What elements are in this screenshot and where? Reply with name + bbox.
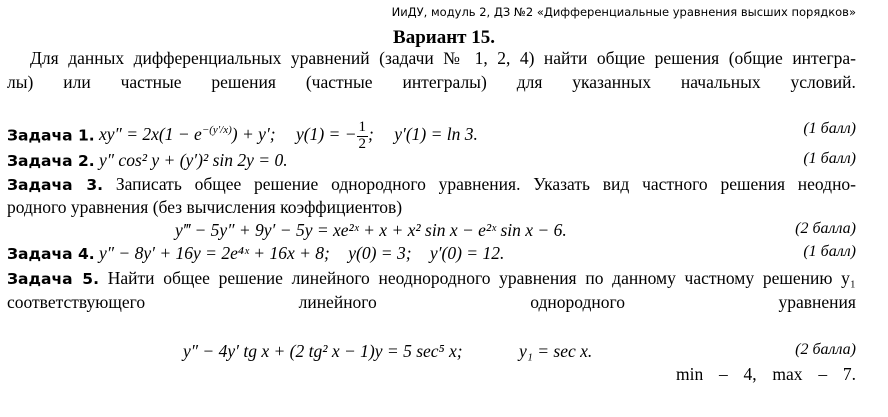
- task-3-points: (2 балла): [795, 220, 856, 237]
- document-header: ИиДУ, модуль 2, ДЗ №2 «Дифференциальные уравнения высших порядков»: [391, 5, 856, 19]
- task-2-points: (1 балл): [803, 150, 856, 167]
- task-4-condition-b: y′(0) = 12.: [429, 243, 505, 263]
- task-3-text-2: родного уравнения (без вычисления коэффициентов): [7, 197, 403, 217]
- task-1-equation: $xy'' = 2x(1 - e^{-(y'/x)}) + y'$;: [99, 124, 276, 145]
- task-1-condition-a: y(1) = − $\frac{1}{2}$ ;: [295, 119, 374, 152]
- task-5-equation: y″ − 4y′ tg x + (2 tg² x − 1)y = 5 sec⁵ x;: [183, 341, 463, 361]
- intro-line-2: лы) или частные решения (частные интегралы) для указанных начальных условий.: [7, 72, 856, 92]
- task-4: [7, 243, 856, 264]
- task-1-label: Задача 1.: [7, 126, 95, 145]
- task-3-equation: y‴ − 5y″ + 9y′ − 5y = xe²ˣ + x + x² sin x − e²ˣ sin x − 6.: [175, 220, 567, 240]
- task-1-points: (1 балл): [803, 120, 856, 137]
- score-range: min – 4, max – 7.: [676, 364, 856, 384]
- task-1-condition-b: y′(1) = ln 3.: [394, 124, 478, 145]
- task-2-label: Задача 2.: [7, 152, 95, 170]
- task-4-label: Задача 4.: [7, 245, 95, 263]
- task-2: [7, 150, 856, 171]
- task-4-condition-a: y(0) = 3;: [348, 243, 412, 263]
- task-5-line-1: [7, 268, 856, 289]
- task-2-equation: y″ cos² y + (y′)² sin 2y = 0.: [99, 150, 288, 170]
- task-5-particular: y₁ = sec x.: [519, 341, 593, 361]
- task-5-line-2: соответствующего линейного однородного уравнения: [7, 292, 856, 312]
- task-4-points: (1 балл): [803, 243, 856, 260]
- task-1: [7, 120, 856, 153]
- task-3-line-1: [7, 174, 856, 195]
- task-4-equation: y″ − 8y′ + 16y = 2e⁴ˣ + 16x + 8;: [99, 243, 330, 263]
- task-5-label: Задача 5.: [7, 270, 99, 288]
- variant-title: Вариант 15.: [393, 27, 495, 48]
- intro-line-1: Для данных дифференциальных уравнений (задачи № 1, 2, 4) найти общие решения (общие интегра-: [30, 48, 856, 68]
- task-3-label: Задача 3.: [7, 176, 104, 194]
- task-5-points: (2 балла): [795, 341, 856, 358]
- task-1-fraction: $\frac{1}{2}$: [358, 119, 367, 152]
- task-5-text-1: Найти общее решение линейного неоднородного уравнения по данному частному решению y₁: [107, 268, 857, 288]
- task-3-text-1: Записать общее решение однородного уравнения. Указать вид частного решения неодно-: [115, 174, 857, 194]
